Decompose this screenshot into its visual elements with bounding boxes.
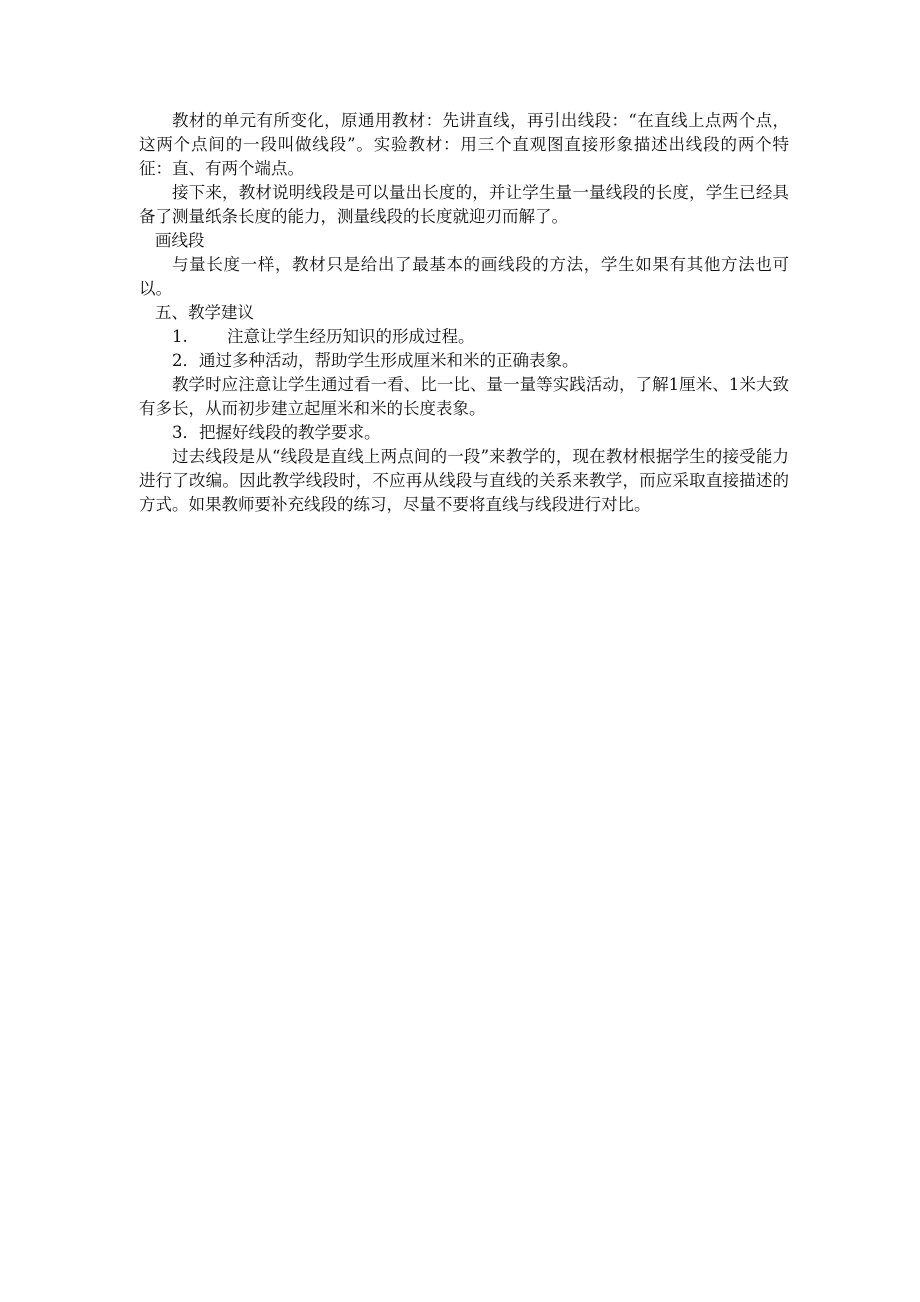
paragraph-textbook-changes: 教材的单元有所变化，原通用教材：先讲直线，再引出线段：“在直线上点两个点，这两个点间的一段叫做线段”。实验教材：用三个直观图直接形象描述出线段的两个特征：直、有两个端点。 bbox=[139, 111, 789, 178]
heading-draw-segment: 画线段 bbox=[155, 231, 205, 250]
list-item-1-text: 注意让学生经历知识的形成过程。 bbox=[227, 327, 475, 346]
list-item-3: 3．把握好线段的教学要求。 bbox=[172, 423, 381, 442]
list-item-1 bbox=[139, 325, 789, 349]
list-item-1-number: 1. bbox=[172, 327, 188, 346]
heading-teaching-suggestions: 五、教学建议 bbox=[155, 303, 254, 322]
paragraph-draw-segment: 与量长度一样，教材只是给出了最基本的画线段的方法，学生如果有其他方法也可以。 bbox=[139, 255, 789, 298]
document-body bbox=[139, 109, 789, 517]
list-item-2: 2．通过多种活动，帮助学生形成厘米和米的正确表象。 bbox=[172, 351, 579, 370]
paragraph-item-2-detail: 教学时应注意让学生通过看一看、比一比、量一量等实践活动，了解1厘米、1米大致有多长，从而初步建立起厘米和米的长度表象。 bbox=[139, 375, 789, 418]
paragraph-item-3-detail: 过去线段是从“线段是直线上两点间的一段”来教学的，现在教材根据学生的接受能力进行了改编。因此教学线段时，不应再从线段与直线的关系来教学，而应采取直接描述的方式。如果教师要补充线段的练习，尽量不要将直线与线段进行对比。 bbox=[139, 447, 789, 514]
paragraph-measure-length: 接下来，教材说明线段是可以量出长度的，并让学生量一量线段的长度，学生已经具备了测量纸条长度的能力，测量线段的长度就迎刃而解了。 bbox=[139, 183, 789, 226]
